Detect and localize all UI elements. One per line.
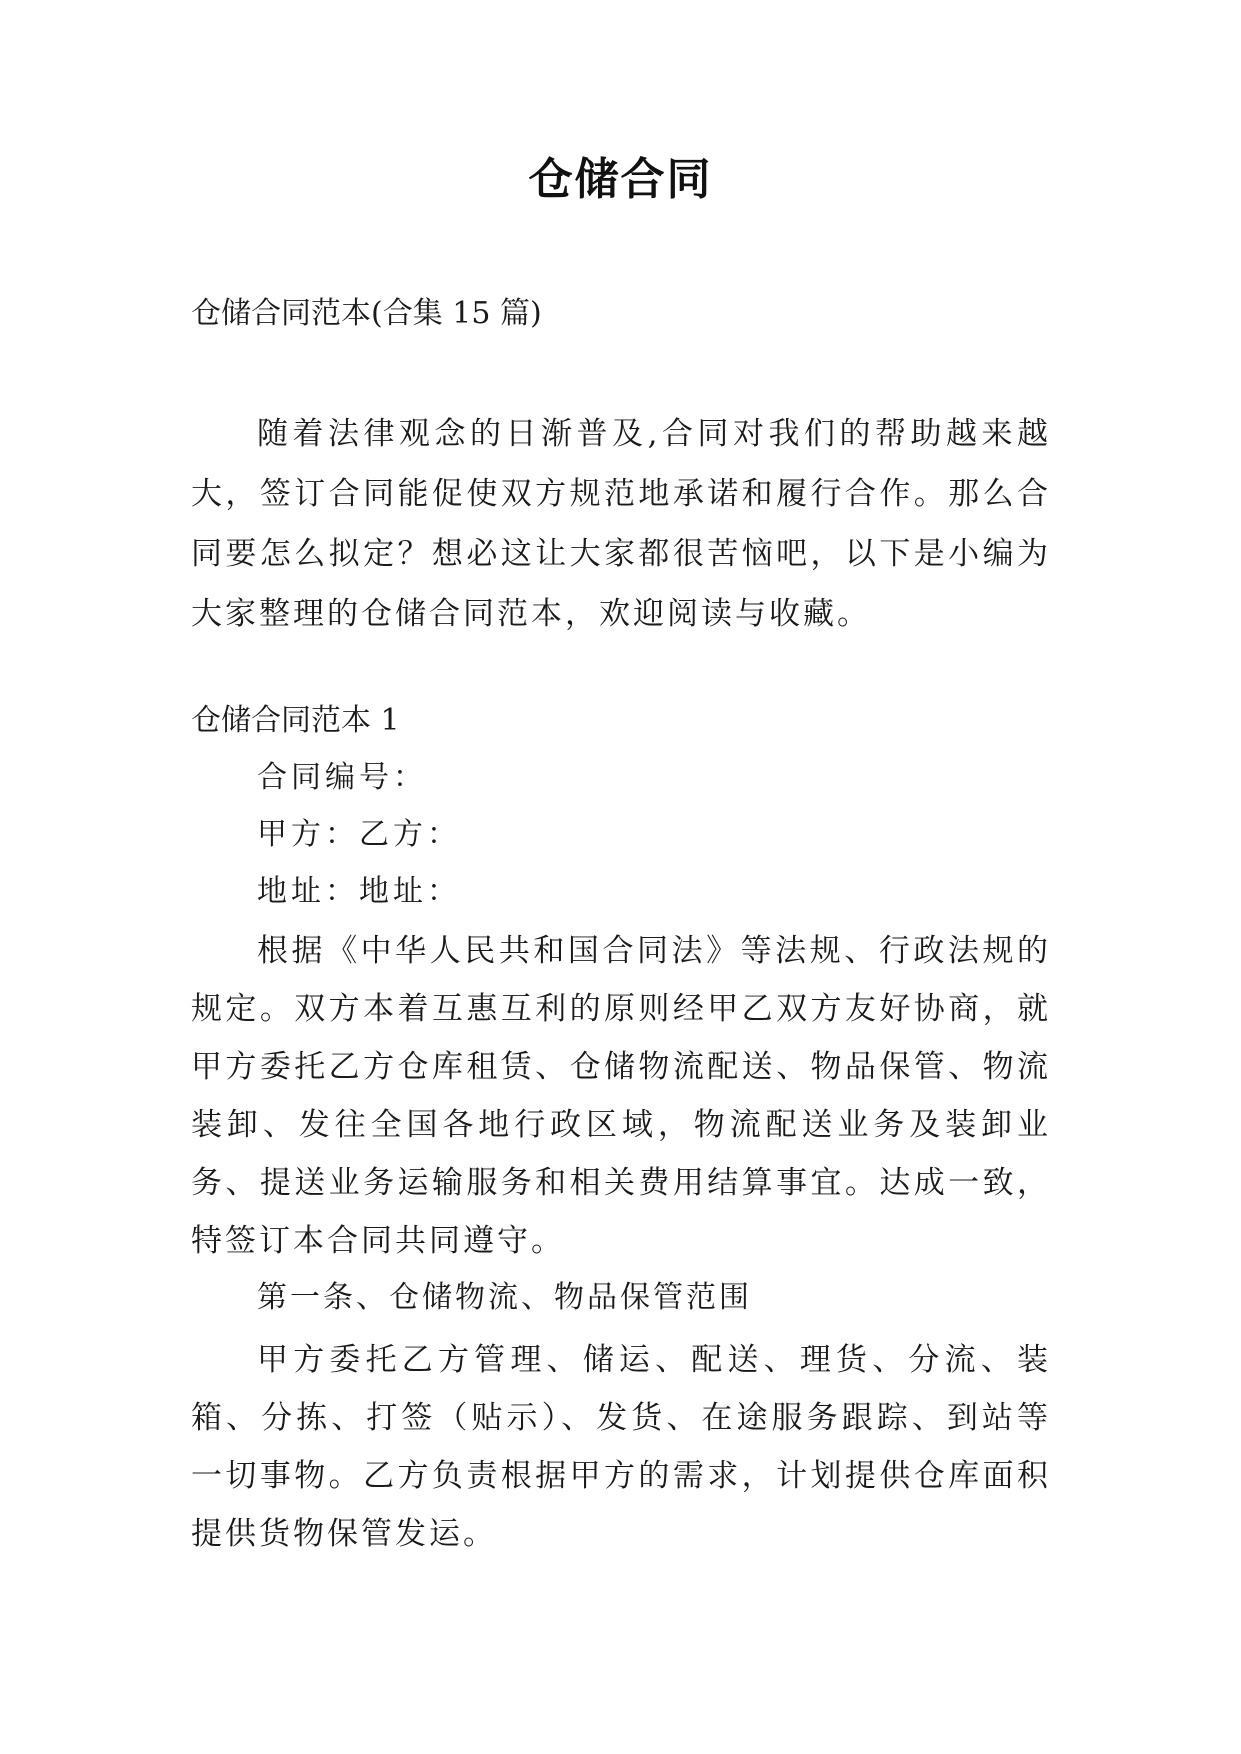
contract-number-field: 合同编号：: [257, 760, 427, 795]
parties-field: 甲方：乙方：: [257, 817, 461, 852]
document-subtitle: 仓储合同范本(合集 15 篇): [191, 296, 542, 331]
addresses-field: 地址：地址：: [257, 874, 461, 909]
intro-paragraph: 随着法律观念的日渐普及,合同对我们的帮助越来越大，签订合同能促使双方规范地承诺和履行合作。那么合同要怎么拟定？想必这让大家都很苦恼吧，以下是小编为大家整理的仓储合同范本，欢迎阅读与收藏。: [191, 416, 1051, 632]
document-title: 仓储合同: [528, 154, 713, 205]
contract-body-paragraph: 根据《中华人民共和国合同法》等法规、行政法规的规定。双方本着互惠互利的原则经甲乙双方友好协商，就甲方委托乙方仓库租赁、仓储物流配送、物品保管、物流装卸、发往全国各地行政区域，物流配送业务及装卸业务、提送业务运输服务和相关费用结算事宜。达成一致，特签订本合同共同遵守。: [191, 933, 1051, 1259]
section-heading: 仓储合同范本 1: [191, 703, 400, 738]
article-1-paragraph: 甲方委托乙方管理、储运、配送、理货、分流、装箱、分拣、打签（贴示）、发货、在途服务跟踪、到站等一切事物。乙方负责根据甲方的需求，计划提供仓库面积提供货物保管发运。: [191, 1342, 1051, 1552]
article-1-title: 第一条、仓储物流、物品保管范围: [257, 1280, 752, 1315]
